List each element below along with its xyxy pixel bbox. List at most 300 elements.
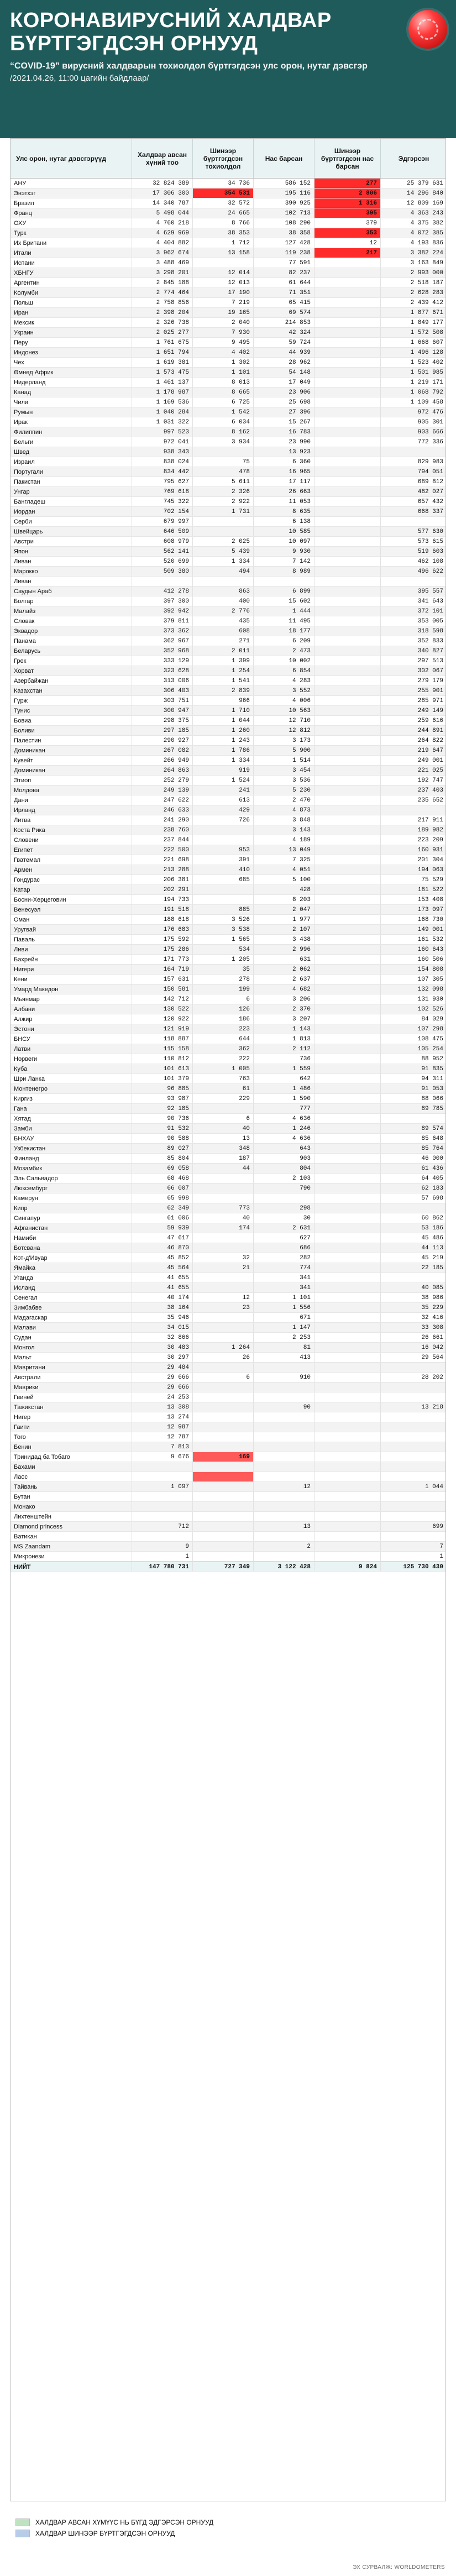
- table-row: [11, 776, 445, 786]
- table-row: [11, 208, 445, 218]
- cell-new-cases: 1 712: [193, 238, 254, 248]
- cell-cases: 14 340 787: [132, 198, 193, 208]
- cell-new-cases: 7 930: [193, 328, 254, 337]
- cell-new-deaths: [315, 1034, 381, 1044]
- cell-cases: 608 979: [132, 537, 193, 546]
- table-row: [11, 427, 445, 437]
- table-row: [11, 1462, 445, 1472]
- cell-cases: 96 885: [132, 1084, 193, 1093]
- cell-recovered: 2 518 187: [410, 280, 443, 286]
- cell-deaths: [254, 1502, 315, 1511]
- cell-new-deaths: [315, 875, 381, 884]
- total-label: НИЙТ: [11, 1562, 132, 1571]
- cell-deaths: 3 552: [254, 686, 315, 695]
- cell-new-deaths: [315, 497, 381, 506]
- cell-new-cases: [193, 1522, 254, 1531]
- cell-recovered: 318 598: [417, 628, 443, 635]
- cell-country: Ливи: [11, 945, 132, 954]
- table-row: [11, 1124, 445, 1134]
- cell-country: Бовиа: [11, 716, 132, 725]
- cell-new-cases: [193, 1442, 254, 1452]
- cell-recovered: 264 822: [417, 737, 443, 744]
- cell-new-deaths: [315, 268, 381, 278]
- cell-recovered: [381, 1512, 446, 1521]
- cell-new-cases: 534: [193, 945, 254, 954]
- cell-new-deaths: [315, 368, 381, 377]
- cell-cases: 41 655: [132, 1273, 193, 1282]
- table-row: [11, 378, 445, 388]
- cell-deaths: 82 237: [254, 268, 315, 278]
- cell-country: Эстони: [11, 1024, 132, 1034]
- cell-cases: 92 185: [132, 1104, 193, 1113]
- table-row: [11, 368, 445, 378]
- cell-new-cases: 17 190: [193, 288, 254, 297]
- cell-deaths: [254, 1442, 315, 1452]
- cell-country: Гаити: [11, 1422, 132, 1432]
- cell-new-deaths: [315, 746, 381, 755]
- cell-cases: 12 987: [132, 1422, 193, 1432]
- cell-new-cases: 1 731: [193, 507, 254, 516]
- cell-new-deaths: [315, 905, 381, 914]
- cell-cases: 46 870: [132, 1243, 193, 1253]
- cell-new-cases: 34 736: [193, 179, 254, 188]
- cell-country: Ливан: [11, 577, 132, 586]
- cell-country: Зимбабве: [11, 1303, 132, 1312]
- cell-new-deaths: [315, 1542, 381, 1551]
- cell-deaths: 2 370: [254, 1004, 315, 1014]
- cell-cases: 1 097: [132, 1482, 193, 1491]
- cell-cases: 4 760 218: [132, 218, 193, 228]
- cell-new-deaths: [315, 1552, 381, 1561]
- cell-new-cases: [193, 1502, 254, 1511]
- table-row: [11, 676, 445, 686]
- cell-new-cases: [193, 1333, 254, 1342]
- cell-new-deaths: 217: [315, 248, 381, 258]
- cell-new-deaths: [315, 567, 381, 576]
- cell-cases: 266 949: [132, 756, 193, 765]
- legend-label-2: ХАЛДВАР ШИНЭЭР БҮРТГЭГДСЭН ОРНУУД: [35, 2530, 175, 2537]
- table-row: [11, 567, 445, 577]
- cell-new-deaths: [315, 1124, 381, 1133]
- cell-new-cases: 2 776: [193, 606, 254, 616]
- table-row: [11, 228, 445, 238]
- cell-deaths: 16 783: [254, 427, 315, 437]
- cell-cases: 157 631: [132, 975, 193, 984]
- cell-recovered: 1: [439, 1553, 443, 1560]
- cell-deaths: 4 189: [254, 835, 315, 845]
- cell-new-cases: 38 353: [193, 228, 254, 238]
- cell-recovered: 14 296 840: [406, 190, 443, 197]
- table-row: [11, 1492, 445, 1502]
- cell-deaths: 4 283: [254, 676, 315, 685]
- cell-new-deaths: [315, 885, 381, 894]
- cell-recovered: 1 572 508: [410, 329, 443, 336]
- cell-cases: 213 288: [132, 865, 193, 875]
- table-row: [11, 736, 445, 746]
- cell-new-deaths: [315, 467, 381, 477]
- cell-new-cases: 3 538: [193, 925, 254, 934]
- table-row: [11, 517, 445, 527]
- cell-recovered: 1 219 171: [410, 379, 443, 386]
- cell-new-deaths: [315, 636, 381, 646]
- cell-new-deaths: [315, 338, 381, 347]
- cell-new-deaths: [315, 1014, 381, 1024]
- cell-recovered: 255 901: [417, 688, 443, 694]
- cell-deaths: 59 724: [254, 338, 315, 347]
- cell-recovered: 4 193 836: [410, 240, 443, 247]
- cell-country: Умард Македон: [11, 985, 132, 994]
- table-row: [11, 885, 445, 895]
- table-row: [11, 1422, 445, 1432]
- cell-cases: 702 154: [132, 507, 193, 516]
- header-new-deaths: Шинээр бүртгэгдсэн нас барсан: [315, 139, 381, 178]
- cell-recovered: 44 113: [421, 1245, 443, 1252]
- cell-new-cases: [193, 1552, 254, 1561]
- table-row: [11, 975, 445, 985]
- cell-country: Япон: [11, 547, 132, 556]
- cell-new-cases: 4 402: [193, 348, 254, 357]
- cell-cases: 298 375: [132, 716, 193, 725]
- cell-country: Мексик: [11, 318, 132, 327]
- cell-deaths: 2 062: [254, 965, 315, 974]
- cell-deaths: 4 636: [254, 1134, 315, 1143]
- table-row: [11, 507, 445, 517]
- cell-new-deaths: [315, 1233, 381, 1243]
- cell-cases: 150 581: [132, 985, 193, 994]
- cell-country: Франц: [11, 208, 132, 218]
- cell-deaths: 5 230: [254, 786, 315, 795]
- cell-new-cases: 494: [193, 567, 254, 576]
- cell-deaths: 2 631: [254, 1223, 315, 1233]
- cell-cases: [132, 1512, 193, 1521]
- cell-country: Панама: [11, 636, 132, 646]
- table-row: [11, 1313, 445, 1323]
- cell-country: Боливи: [11, 726, 132, 735]
- cell-new-cases: [193, 1482, 254, 1491]
- cell-new-cases: [193, 1472, 254, 1481]
- cell-deaths: 3 143: [254, 825, 315, 835]
- cell-deaths: 8 635: [254, 507, 315, 516]
- cell-country: Монгол: [11, 1343, 132, 1352]
- cell-new-deaths: [315, 815, 381, 825]
- cell-cases: 65 998: [132, 1193, 193, 1203]
- cell-new-cases: 12 014: [193, 268, 254, 278]
- cell-country: Энэтхэг: [11, 189, 132, 198]
- cell-cases: [132, 1472, 193, 1481]
- table-row: [11, 1243, 445, 1253]
- cell-country: Египет: [11, 845, 132, 855]
- cell-recovered: 285 971: [417, 698, 443, 704]
- cell-deaths: [254, 1412, 315, 1422]
- cell-new-cases: 21: [193, 1263, 254, 1273]
- cell-new-deaths: [315, 1373, 381, 1382]
- cell-cases: 352 968: [132, 646, 193, 656]
- table-row: [11, 955, 445, 965]
- total-recovered: 125 730 430: [403, 1564, 443, 1570]
- table-row: [11, 1074, 445, 1084]
- cell-new-deaths: [315, 726, 381, 735]
- cell-new-cases: 608: [193, 626, 254, 636]
- cell-new-deaths: [315, 1313, 381, 1322]
- cell-new-cases: [193, 835, 254, 845]
- cell-country: Микронези: [11, 1552, 132, 1561]
- cell-recovered: 221 025: [417, 767, 443, 774]
- cell-deaths: 1 101: [254, 1293, 315, 1302]
- cell-recovered: 201 304: [417, 857, 443, 863]
- cell-deaths: 42 324: [254, 328, 315, 337]
- cell-country: ХБНГУ: [11, 268, 132, 278]
- cell-recovered: [381, 1392, 446, 1402]
- cell-deaths: [254, 1462, 315, 1472]
- cell-new-cases: 24 665: [193, 208, 254, 218]
- cell-country: Камерун: [11, 1193, 132, 1203]
- cell-country: Норвеги: [11, 1054, 132, 1064]
- cell-new-deaths: [315, 776, 381, 785]
- cell-new-deaths: [315, 1512, 381, 1521]
- table-row: [11, 248, 445, 258]
- cell-new-cases: 362: [193, 1044, 254, 1054]
- cell-recovered: 75 529: [421, 877, 443, 883]
- cell-recovered: 28 202: [421, 1374, 443, 1381]
- cell-cases: 7 813: [132, 1442, 193, 1452]
- cell-recovered: 223 209: [417, 837, 443, 844]
- cell-new-deaths: 353: [315, 228, 381, 238]
- cell-cases: 29 666: [132, 1373, 193, 1382]
- cell-country: Коста Рика: [11, 825, 132, 835]
- table-row: [11, 1283, 445, 1293]
- cell-country: Ямайка: [11, 1263, 132, 1273]
- cell-recovered: [381, 1492, 446, 1501]
- cell-country: Португали: [11, 467, 132, 477]
- cell-recovered: 132 098: [417, 986, 443, 993]
- cell-new-deaths: [315, 666, 381, 676]
- cell-new-cases: 863: [193, 587, 254, 596]
- cell-new-cases: 1 542: [193, 407, 254, 417]
- cell-recovered: 4 363 243: [410, 210, 443, 217]
- table-row: [11, 547, 445, 557]
- cell-deaths: 8 203: [254, 895, 315, 904]
- cell-new-deaths: [315, 1363, 381, 1372]
- cell-country: Доминикан: [11, 766, 132, 775]
- cell-country: Малайз: [11, 606, 132, 616]
- cell-new-deaths: [315, 388, 381, 397]
- cell-new-deaths: [315, 994, 381, 1004]
- cell-country: Уганда: [11, 1273, 132, 1282]
- table-row: [11, 1392, 445, 1402]
- cell-new-cases: [193, 1193, 254, 1203]
- cell-new-deaths: [315, 427, 381, 437]
- cell-deaths: 12 812: [254, 726, 315, 735]
- cell-new-cases: 410: [193, 865, 254, 875]
- cell-new-cases: 1 541: [193, 676, 254, 685]
- cell-new-deaths: [315, 318, 381, 327]
- cell-country: Киргиз: [11, 1094, 132, 1103]
- cell-country: Швейцарь: [11, 527, 132, 536]
- cell-recovered: 64 405: [421, 1175, 443, 1182]
- cell-country: Тринидад ба Тобаго: [11, 1452, 132, 1462]
- cell-new-deaths: [315, 1273, 381, 1282]
- cell-cases: 12 787: [132, 1432, 193, 1442]
- cell-deaths: 1 813: [254, 1034, 315, 1044]
- cell-new-deaths: [315, 1303, 381, 1312]
- cell-deaths: 13: [254, 1522, 315, 1531]
- cell-country: Алжир: [11, 1014, 132, 1024]
- cell-new-deaths: [315, 855, 381, 865]
- cell-recovered: 154 808: [417, 966, 443, 973]
- table-row: [11, 1363, 445, 1373]
- cell-cases: 35 946: [132, 1313, 193, 1322]
- cell-new-deaths: [315, 298, 381, 307]
- cell-new-deaths: [315, 1054, 381, 1064]
- table-row: [11, 855, 445, 865]
- cell-deaths: 341: [254, 1273, 315, 1282]
- cell-new-cases: 953: [193, 845, 254, 855]
- cell-cases: 175 592: [132, 935, 193, 944]
- cell-cases: 188 618: [132, 915, 193, 924]
- cell-new-cases: 1 101: [193, 368, 254, 377]
- cell-recovered: 161 532: [417, 936, 443, 943]
- cell-recovered: 4 375 382: [410, 220, 443, 227]
- cell-new-deaths: [315, 1193, 381, 1203]
- cell-country: Аргентин: [11, 278, 132, 287]
- cell-deaths: 298: [254, 1203, 315, 1213]
- cell-recovered: 352 833: [417, 638, 443, 645]
- table-row: [11, 557, 445, 567]
- cell-new-cases: 5 439: [193, 547, 254, 556]
- cell-country: Малави: [11, 1323, 132, 1332]
- cell-deaths: [254, 1492, 315, 1501]
- table-row: [11, 686, 445, 696]
- cell-new-deaths: [315, 348, 381, 357]
- cell-cases: 191 518: [132, 905, 193, 914]
- cell-cases: 13 274: [132, 1412, 193, 1422]
- cell-deaths: 44 939: [254, 348, 315, 357]
- table-row: [11, 477, 445, 487]
- cell-cases: 221 698: [132, 855, 193, 865]
- cell-recovered: 235 652: [417, 797, 443, 804]
- cell-deaths: 671: [254, 1313, 315, 1322]
- table-row: [11, 1094, 445, 1104]
- cell-new-cases: 23: [193, 1303, 254, 1312]
- cell-deaths: 1 486: [254, 1084, 315, 1093]
- cell-recovered: 1 523 402: [410, 359, 443, 366]
- table-row: [11, 1502, 445, 1512]
- cell-new-deaths: [315, 706, 381, 715]
- cell-country: Мьянмар: [11, 994, 132, 1004]
- cell-deaths: 2 253: [254, 1333, 315, 1342]
- table-row: [11, 497, 445, 507]
- table-row: [11, 348, 445, 358]
- cell-recovered: 107 305: [417, 976, 443, 983]
- cell-country: Бахами: [11, 1462, 132, 1472]
- cell-deaths: 23 906: [254, 388, 315, 397]
- cell-recovered: 53 186: [421, 1225, 443, 1232]
- cell-country: Иордан: [11, 507, 132, 516]
- cell-deaths: 3 454: [254, 766, 315, 775]
- cell-country: Хорват: [11, 666, 132, 676]
- cell-new-deaths: [315, 1243, 381, 1253]
- cell-deaths: 4 873: [254, 805, 315, 815]
- cell-new-cases: [193, 258, 254, 268]
- cell-new-deaths: [315, 1114, 381, 1123]
- cell-country: Польш: [11, 298, 132, 307]
- cell-deaths: 12 710: [254, 716, 315, 725]
- cell-new-cases: [193, 577, 254, 586]
- table-row: [11, 467, 445, 477]
- table-row: [11, 1303, 445, 1313]
- cell-new-cases: 2 839: [193, 686, 254, 695]
- cell-deaths: 16 965: [254, 467, 315, 477]
- table-row: [11, 746, 445, 756]
- cell-new-cases: 6 034: [193, 417, 254, 427]
- table-row: [11, 845, 445, 855]
- table-row: [11, 1144, 445, 1154]
- cell-new-deaths: [315, 1392, 381, 1402]
- cell-new-cases: 2 922: [193, 497, 254, 506]
- cell-cases: 142 712: [132, 994, 193, 1004]
- cell-new-deaths: [315, 1412, 381, 1422]
- cell-cases: 2 774 464: [132, 288, 193, 297]
- cell-country: Гвиней: [11, 1392, 132, 1402]
- table-row: [11, 318, 445, 328]
- cell-new-deaths: [315, 1164, 381, 1173]
- cell-new-deaths: [315, 1044, 381, 1054]
- cell-cases: 93 987: [132, 1094, 193, 1103]
- cell-new-deaths: [315, 537, 381, 546]
- cell-deaths: [254, 1452, 315, 1462]
- table-row: [11, 835, 445, 845]
- data-table: [10, 138, 446, 2501]
- cell-country: Беларусь: [11, 646, 132, 656]
- cell-cases: [132, 1492, 193, 1501]
- cell-new-deaths: [315, 278, 381, 287]
- table-row: [11, 865, 445, 875]
- cell-new-cases: 75: [193, 457, 254, 467]
- cell-cases: 373 362: [132, 626, 193, 636]
- header-new-cases: Шинээр бүртгэгдсэн тохиолдол: [193, 139, 254, 178]
- cell-new-cases: 6: [193, 1114, 254, 1123]
- cell-recovered: 88 066: [421, 1096, 443, 1102]
- cell-new-cases: 13 158: [193, 248, 254, 258]
- cell-new-cases: 1 334: [193, 756, 254, 765]
- cell-country: Марокко: [11, 567, 132, 576]
- table-row: [11, 895, 445, 905]
- cell-recovered: 1 496 128: [410, 349, 443, 356]
- cell-new-cases: [193, 517, 254, 526]
- cell-country: Австрали: [11, 1373, 132, 1382]
- table-row: [11, 1343, 445, 1353]
- cell-deaths: 71 351: [254, 288, 315, 297]
- cell-cases: 769 618: [132, 487, 193, 496]
- cell-recovered: 25 379 631: [406, 180, 443, 187]
- cell-cases: 520 699: [132, 557, 193, 566]
- cell-recovered: 1 044: [424, 1484, 443, 1490]
- table-row: [11, 1084, 445, 1094]
- table-row: [11, 795, 445, 805]
- table-row: [11, 1044, 445, 1054]
- cell-new-deaths: [315, 1472, 381, 1481]
- table-row: [11, 905, 445, 915]
- cell-recovered: [381, 1452, 446, 1462]
- cell-new-cases: [193, 1174, 254, 1183]
- table-row: [11, 328, 445, 338]
- cell-country: Ботсвана: [11, 1243, 132, 1253]
- table-row: [11, 577, 445, 587]
- cell-new-deaths: 12: [315, 238, 381, 248]
- cell-recovered: 88 952: [421, 1056, 443, 1062]
- cell-new-cases: [193, 527, 254, 536]
- table-row: [11, 1402, 445, 1412]
